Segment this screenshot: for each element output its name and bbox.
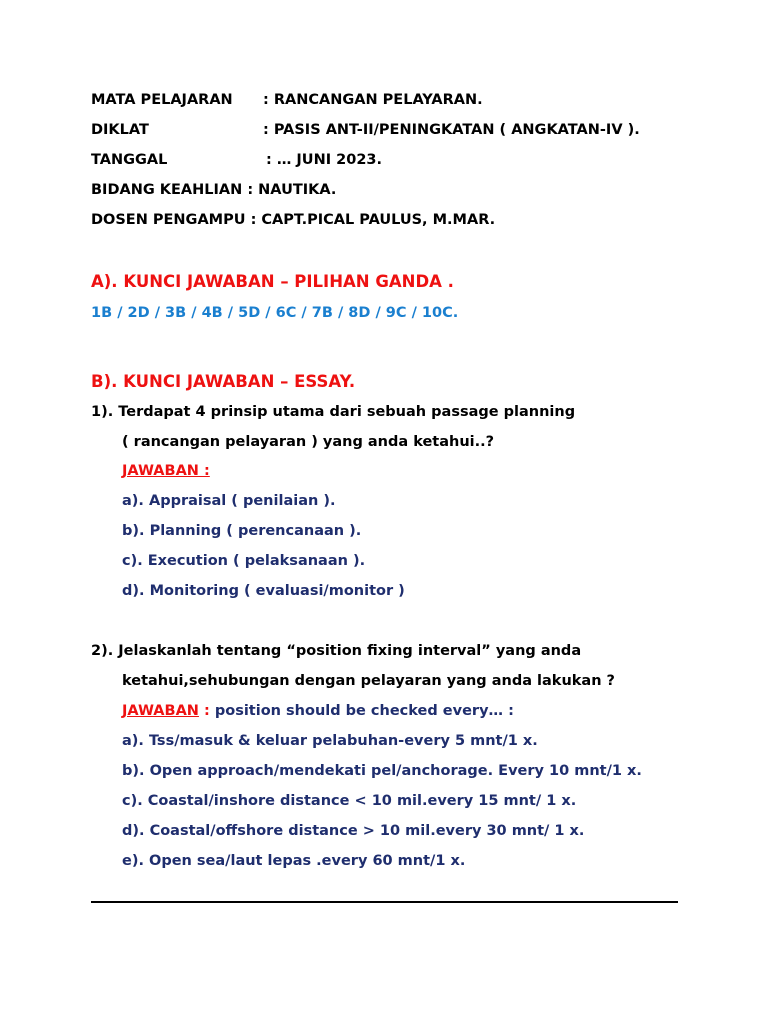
q1-item-d: d). Monitoring ( evaluasi/monitor ) [122, 583, 405, 599]
section-a-heading: A). KUNCI JAWABAN – PILIHAN GANDA . [91, 272, 454, 291]
header-diklat [91, 122, 640, 138]
mata-pelajaran-label: MATA PELAJARAN [91, 92, 233, 108]
q1-item-a: a). Appraisal ( penilaian ). [122, 493, 336, 509]
q2-jawaban-colon: : [198, 703, 210, 719]
q1-jawaban-label: JAWABAN : [122, 463, 210, 479]
header-mata-pelajaran [91, 92, 483, 108]
q2-item-e: e). Open sea/laut lepas .every 60 mnt/1 x. [122, 853, 466, 869]
q2-item-a: a). Tss/masuk & keluar pelabuhan-every 5 mnt/1 x. [122, 733, 538, 749]
section-a-answers: 1B / 2D / 3B / 4B / 5D / 6C / 7B / 8D / 9C / 10C. [91, 305, 459, 321]
header-dosen-pengampu: DOSEN PENGAMPU : CAPT.PICAL PAULUS, M.MAR. [91, 212, 496, 228]
q1-line2: ( rancangan pelayaran ) yang anda ketahui..? [122, 434, 495, 450]
q2-jawaban-line [122, 703, 514, 719]
q1-item-b: b). Planning ( perencanaan ). [122, 523, 362, 539]
header-tanggal [91, 152, 382, 168]
q1-item-c: c). Execution ( pelaksanaan ). [122, 553, 366, 569]
tanggal-value: : … JUNI 2023. [266, 152, 383, 168]
tanggal-label: TANGGAL [91, 152, 168, 168]
q2-jawaban-text: position should be checked every… : [209, 703, 514, 719]
header-bidang-keahlian: BIDANG KEAHLIAN : NAUTIKA. [91, 182, 337, 198]
q2-item-c: c). Coastal/inshore distance < 10 mil.every 15 mnt/ 1 x. [122, 793, 577, 809]
q1-line1: 1). Terdapat 4 prinsip utama dari sebuah passage planning [91, 404, 576, 420]
q2-item-d: d). Coastal/offshore distance > 10 mil.every 30 mnt/ 1 x. [122, 823, 585, 839]
diklat-value: : PASIS ANT-II/PENINGKATAN ( ANGKATAN-IV ). [263, 122, 640, 138]
q2-line2: ketahui,sehubungan dengan pelayaran yang anda lakukan ? [122, 673, 615, 689]
q2-item-b: b). Open approach/mendekati pel/anchorage. Every 10 mnt/1 x. [122, 763, 642, 779]
q2-jawaban-label: JAWABAN [122, 703, 199, 719]
mata-pelajaran-value: : RANCANGAN PELAYARAN. [263, 92, 483, 108]
diklat-label: DIKLAT [91, 122, 149, 138]
q2-line1: 2). Jelaskanlah tentang “position fixing interval” yang anda [91, 643, 582, 659]
bottom-divider [91, 901, 678, 903]
section-b-heading: B). KUNCI JAWABAN – ESSAY. [91, 372, 356, 391]
